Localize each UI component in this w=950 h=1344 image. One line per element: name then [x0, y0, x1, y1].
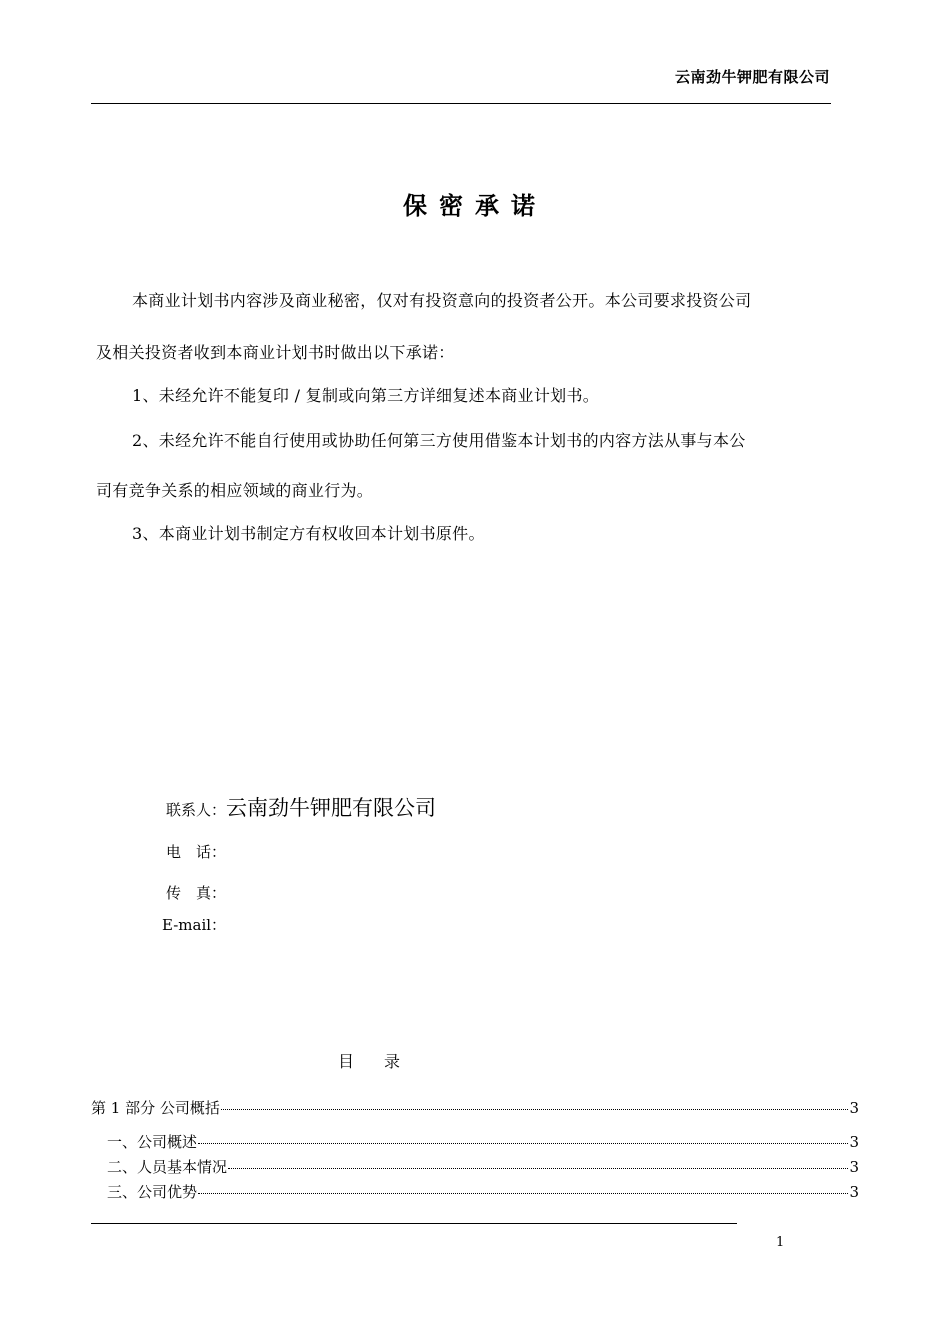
toc-entry-page: 3: [849, 1099, 859, 1117]
contact-person-label: 联系人：: [166, 801, 227, 819]
fax-label: 传 真：: [166, 884, 227, 902]
toc-leader-dots: [198, 1143, 848, 1144]
intro-paragraph-line-2: 及相关投资者收到本商业计划书时做出以下承诺：: [96, 343, 455, 362]
toc-entry-label: 三、公司优势: [107, 1183, 198, 1201]
toc-leader-dots: [221, 1109, 849, 1110]
toc-entry-page: 3: [849, 1183, 859, 1201]
toc-entry[interactable]: [107, 1181, 859, 1202]
commitment-item-1: 1、未经允许不能复印 / 复制或向第三方详细复述本商业计划书。: [132, 386, 600, 405]
toc-leader-dots: [198, 1193, 848, 1194]
page-title: 保密承诺: [403, 191, 547, 220]
commitment-item-3: 3、本商业计划书制定方有权收回本计划书原件。: [132, 524, 485, 543]
commitment-item-2-line-2: 司有竞争关系的相应领域的商业行为。: [96, 481, 374, 500]
toc-title: [338, 1049, 400, 1072]
toc-entry-label: 一、公司概述: [107, 1133, 198, 1151]
toc-title-right: 录: [384, 1052, 401, 1071]
toc-entry-page: 3: [849, 1158, 859, 1176]
toc-entry-label: 第 1 部分 公司概括: [91, 1099, 220, 1117]
contact-person-value: 云南劲牛钾肥有限公司: [226, 796, 437, 820]
toc-entry-page: 3: [849, 1133, 859, 1151]
toc-leader-dots: [228, 1168, 848, 1169]
toc-entry[interactable]: [107, 1156, 859, 1177]
page-number: 1: [776, 1235, 785, 1250]
toc-entry[interactable]: [91, 1097, 859, 1118]
intro-paragraph-line-1: 本商业计划书内容涉及商业秘密，仅对有投资意向的投资者公开。本公司要求投资公司: [132, 291, 752, 310]
toc-entry[interactable]: [107, 1131, 859, 1152]
contact-person-row: [166, 792, 436, 822]
toc-title-left: 目: [338, 1052, 355, 1071]
phone-label: 电 话：: [166, 843, 227, 861]
header-rule: [91, 103, 831, 104]
toc-entry-label: 二、人员基本情况: [107, 1158, 228, 1176]
header-company-name: 云南劲牛钾肥有限公司: [674, 68, 830, 86]
footer-rule: [91, 1223, 737, 1224]
commitment-item-2-line-1: 2、未经允许不能自行使用或协助任何第三方使用借鉴本计划书的内容方法从事与本公: [132, 431, 746, 450]
email-label: E-mail：: [162, 916, 227, 934]
